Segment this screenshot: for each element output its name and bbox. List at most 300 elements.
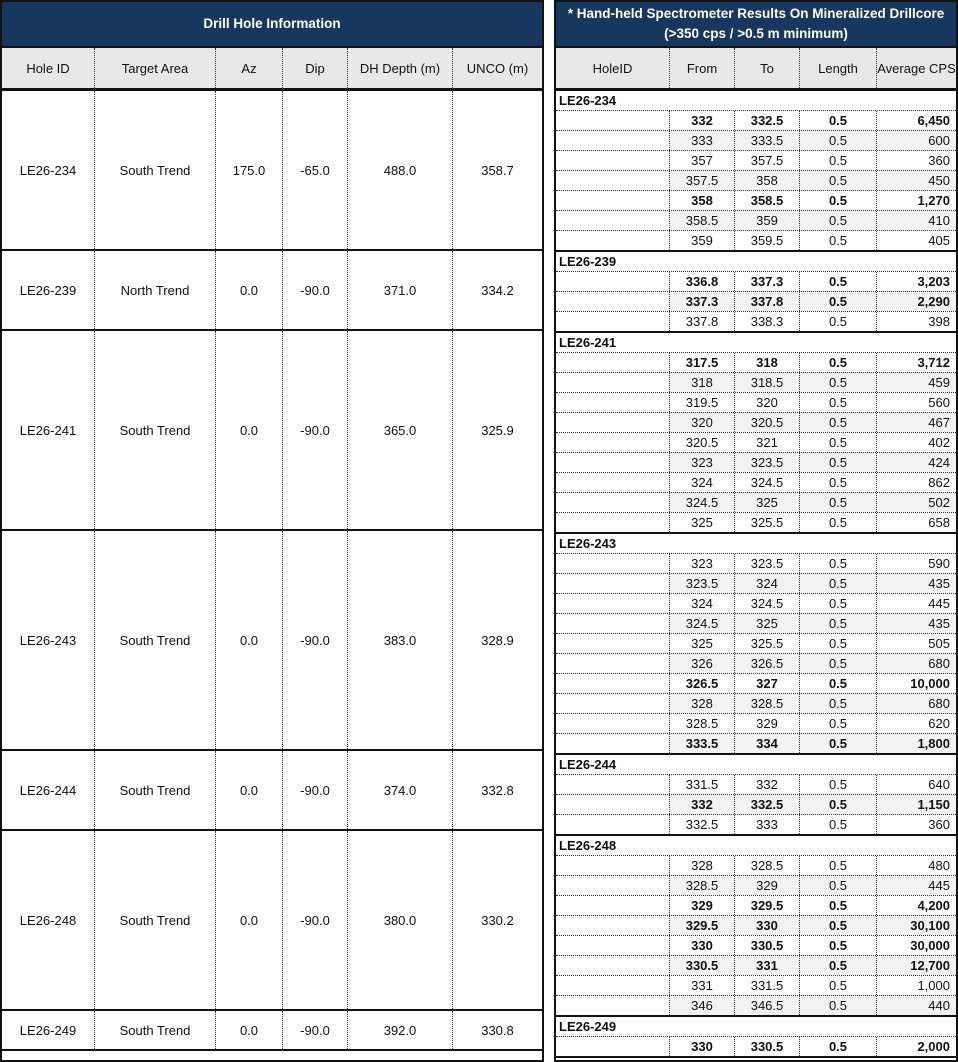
cell-to: 324 <box>735 574 800 593</box>
cell-average-cps: 6,450 <box>917 113 950 128</box>
cell-average-cps: 402 <box>928 435 950 450</box>
cell-to: 323.5 <box>735 554 800 573</box>
cell-to: 346.5 <box>735 996 800 1015</box>
cell-dh-depth: 365.0 <box>348 331 453 529</box>
cell-to: 321 <box>735 433 800 452</box>
table-row <box>556 292 956 312</box>
cell-average-cps: 862 <box>928 475 950 490</box>
cell-from: 329 <box>670 896 735 915</box>
cell-from: 332 <box>670 111 735 130</box>
cell-average-cps: 4,200 <box>917 898 950 913</box>
header-average-cps: Average CPS <box>877 60 956 76</box>
title-text: Drill Hole Information <box>203 16 341 31</box>
cell-length: 0.5 <box>800 815 877 834</box>
cell-to: 330 <box>735 916 800 935</box>
right-table-title <box>556 2 956 48</box>
cell-length: 0.5 <box>800 171 877 190</box>
cell-az: 175.0 <box>216 91 283 249</box>
cell-from: 337.3 <box>670 292 735 311</box>
cell-from: 337.8 <box>670 312 735 331</box>
cell-length: 0.5 <box>800 876 877 895</box>
cell-to: 331 <box>735 956 800 975</box>
header-target-area: Target Area <box>95 48 216 88</box>
group-hole-id: LE26-234 <box>556 91 956 111</box>
cell-holeid-empty <box>556 956 670 975</box>
table-row <box>556 856 956 876</box>
cell-length: 0.5 <box>800 936 877 955</box>
cell-length: 0.5 <box>800 453 877 472</box>
cell-length: 0.5 <box>800 795 877 814</box>
cell-target-area: South Trend <box>95 531 216 749</box>
cell-to: 337.8 <box>735 292 800 311</box>
cell-to: 329 <box>735 876 800 895</box>
cell-dip: -90.0 <box>283 531 348 749</box>
cell-az: 0.0 <box>216 1011 283 1049</box>
cell-average-cps: 480 <box>928 858 950 873</box>
table-row <box>556 795 956 815</box>
cell-average-cps: 10,000 <box>910 676 950 691</box>
cell-to: 318.5 <box>735 373 800 392</box>
cell-from: 323.5 <box>670 574 735 593</box>
cell-average-cps: 12,700 <box>877 956 956 975</box>
cell-from: 330 <box>670 1037 735 1056</box>
cell-from: 328.5 <box>670 714 735 733</box>
cell-average-cps: 560 <box>928 395 950 410</box>
cell-holeid-empty <box>556 614 670 633</box>
cell-average-cps: 505 <box>928 636 950 651</box>
cell-length: 0.5 <box>800 775 877 794</box>
cell-to: 331.5 <box>735 976 800 995</box>
cell-to: 359.5 <box>735 231 800 250</box>
cell-average-cps: 435 <box>877 574 956 593</box>
cell-hole-id: LE26-243 <box>2 531 95 749</box>
table-row <box>556 111 956 131</box>
cell-length: 0.5 <box>800 634 877 653</box>
cell-length: 0.5 <box>800 734 877 753</box>
cell-holeid-empty <box>556 996 670 1015</box>
cell-to: 327 <box>735 674 800 693</box>
cell-to: 333.5 <box>735 131 800 150</box>
cell-holeid-empty <box>556 976 670 995</box>
cell-average-cps: 2,000 <box>917 1039 950 1054</box>
cell-from: 326 <box>670 654 735 673</box>
cell-average-cps: 658 <box>928 515 950 530</box>
cell-holeid-empty <box>556 393 670 412</box>
cell-to: 320.5 <box>735 413 800 432</box>
cell-length: 0.5 <box>800 231 877 250</box>
cell-to: 332.5 <box>735 795 800 814</box>
table-row <box>556 151 956 171</box>
hole-group <box>556 1017 956 1058</box>
table-row <box>556 996 956 1015</box>
cell-length: 0.5 <box>800 191 877 210</box>
left-column-headers <box>2 48 542 91</box>
table-row <box>556 473 956 493</box>
cell-length: 0.5 <box>800 433 877 452</box>
cell-average-cps: 360 <box>928 153 950 168</box>
cell-from: 319.5 <box>670 393 735 412</box>
cell-az: 0.0 <box>216 251 283 329</box>
cell-holeid-empty <box>556 634 670 653</box>
cell-to: 359 <box>735 211 800 230</box>
cell-to: 358 <box>735 171 800 190</box>
header-length: Length <box>800 48 877 88</box>
cell-holeid-empty <box>556 574 670 593</box>
cell-to: 330.5 <box>735 1037 800 1056</box>
cell-length: 0.5 <box>800 594 877 613</box>
header-from: From <box>670 48 735 88</box>
cell-length: 0.5 <box>800 312 877 331</box>
cell-length: 0.5 <box>800 956 877 975</box>
hole-group <box>556 333 956 534</box>
header-az: Az <box>216 48 283 88</box>
cell-holeid-empty <box>556 815 670 834</box>
cell-from: 325 <box>670 513 735 532</box>
cell-unco: 330.8 <box>481 1022 514 1038</box>
hole-group <box>556 252 956 333</box>
cell-to: 325 <box>735 614 800 633</box>
cell-from: 330 <box>670 936 735 955</box>
cell-dip: -90.0 <box>283 1011 348 1049</box>
table-row <box>556 654 956 674</box>
cell-from: 331 <box>670 976 735 995</box>
table-row <box>556 674 956 694</box>
table-row <box>556 453 956 473</box>
cell-average-cps: 1,800 <box>877 734 956 753</box>
cell-hole-id: LE26-239 <box>2 251 95 329</box>
cell-average-cps: 502 <box>877 493 956 512</box>
cell-target-area: South Trend <box>95 831 216 1009</box>
cell-from: 358 <box>670 191 735 210</box>
right-table-body <box>556 91 956 1058</box>
group-hole-id: LE26-239 <box>556 252 956 272</box>
cell-average-cps: 640 <box>928 777 950 792</box>
cell-to: 325.5 <box>735 513 800 532</box>
cell-average-cps: 3,712 <box>917 355 950 370</box>
table-row <box>556 493 956 513</box>
cell-to: 324.5 <box>735 473 800 492</box>
cell-length: 0.5 <box>800 554 877 573</box>
cell-dh-depth: 488.0 <box>348 91 453 249</box>
table-row <box>556 634 956 654</box>
hole-group <box>556 534 956 755</box>
cell-holeid-empty <box>556 714 670 733</box>
cell-length: 0.5 <box>800 654 877 673</box>
cell-holeid-empty <box>556 453 670 472</box>
cell-from: 329.5 <box>670 916 735 935</box>
cell-holeid-empty <box>556 513 670 532</box>
table-row <box>556 231 956 250</box>
table-row <box>556 694 956 714</box>
cell-holeid-empty <box>556 775 670 794</box>
table-row <box>556 312 956 331</box>
table-row <box>556 775 956 795</box>
group-hole-id: LE26-249 <box>556 1017 956 1037</box>
cell-holeid-empty <box>556 191 670 210</box>
cell-from: 320.5 <box>670 433 735 452</box>
cell-to: 325 <box>735 493 800 512</box>
cell-hole-id: LE26-241 <box>2 331 95 529</box>
cell-length: 0.5 <box>800 513 877 532</box>
cell-from: 326.5 <box>670 674 735 693</box>
cell-dip: -90.0 <box>283 751 348 829</box>
cell-average-cps: 30,000 <box>910 938 950 953</box>
table-row <box>556 614 956 634</box>
cell-length: 0.5 <box>800 373 877 392</box>
cell-from: 346 <box>670 996 735 1015</box>
cell-from: 317.5 <box>670 353 735 372</box>
cell-to: 325.5 <box>735 634 800 653</box>
cell-holeid-empty <box>556 111 670 130</box>
cell-holeid-empty <box>556 1037 670 1056</box>
cell-length: 0.5 <box>800 614 877 633</box>
table-row <box>556 594 956 614</box>
left-table-title <box>2 2 542 48</box>
cell-to: 333 <box>735 815 800 834</box>
cell-holeid-empty <box>556 856 670 875</box>
cell-length: 0.5 <box>800 272 877 291</box>
cell-from: 357.5 <box>670 171 735 190</box>
table-row <box>556 1037 956 1056</box>
cell-holeid-empty <box>556 413 670 432</box>
cell-to: 332 <box>735 775 800 794</box>
group-hole-id: LE26-248 <box>556 836 956 856</box>
table-row <box>556 815 956 834</box>
cell-length: 0.5 <box>800 393 877 412</box>
table-row <box>556 896 956 916</box>
cell-to: 320 <box>735 393 800 412</box>
cell-length: 0.5 <box>800 856 877 875</box>
cell-length: 0.5 <box>800 493 877 512</box>
cell-length: 0.5 <box>800 896 877 915</box>
cell-from: 336.8 <box>670 272 735 291</box>
cell-to: 318 <box>735 353 800 372</box>
cell-length: 0.5 <box>800 694 877 713</box>
cell-unco: 325.9 <box>481 422 514 438</box>
cell-average-cps: 620 <box>928 716 950 731</box>
cell-length: 0.5 <box>800 996 877 1015</box>
table-row <box>2 91 542 251</box>
cell-to: 328.5 <box>735 856 800 875</box>
cell-unco: 330.2 <box>481 912 514 928</box>
cell-average-cps: 3,203 <box>917 274 950 289</box>
cell-holeid-empty <box>556 594 670 613</box>
table-row <box>556 956 956 976</box>
header-holeid: HoleID <box>556 48 670 88</box>
cell-to: 337.3 <box>735 272 800 291</box>
cell-average-cps: 398 <box>928 314 950 329</box>
hole-group <box>556 836 956 1017</box>
cell-from: 324.5 <box>670 614 735 633</box>
cell-from: 332.5 <box>670 815 735 834</box>
cell-target-area: South Trend <box>95 91 216 249</box>
cell-average-cps: 590 <box>928 556 950 571</box>
cell-holeid-empty <box>556 896 670 915</box>
cell-length: 0.5 <box>800 674 877 693</box>
cell-holeid-empty <box>556 734 670 753</box>
cell-length: 0.5 <box>800 413 877 432</box>
cell-holeid-empty <box>556 936 670 955</box>
cell-average-cps: 1,150 <box>877 795 956 814</box>
cell-length: 0.5 <box>800 473 877 492</box>
cell-holeid-empty <box>556 795 670 814</box>
cell-length: 0.5 <box>800 714 877 733</box>
cell-holeid-empty <box>556 916 670 935</box>
cell-dip: -90.0 <box>283 831 348 1009</box>
table-row <box>556 513 956 532</box>
cell-average-cps: 360 <box>928 817 950 832</box>
cell-length: 0.5 <box>800 353 877 372</box>
cell-holeid-empty <box>556 694 670 713</box>
header-to: To <box>735 48 800 88</box>
cell-to: 328.5 <box>735 694 800 713</box>
cell-dip: -90.0 <box>283 251 348 329</box>
cell-to: 357.5 <box>735 151 800 170</box>
cell-from: 328 <box>670 694 735 713</box>
cell-holeid-empty <box>556 292 670 311</box>
table-row <box>556 916 956 936</box>
cell-to: 332.5 <box>735 111 800 130</box>
table-row <box>556 171 956 191</box>
cell-to: 324.5 <box>735 594 800 613</box>
cell-target-area: South Trend <box>95 331 216 529</box>
cell-dh-depth: 371.0 <box>348 251 453 329</box>
cell-to: 329 <box>735 714 800 733</box>
cell-from: 359 <box>670 231 735 250</box>
cell-holeid-empty <box>556 231 670 250</box>
cell-hole-id: LE26-248 <box>2 831 95 1009</box>
table-row <box>556 976 956 996</box>
cell-from: 330.5 <box>670 956 735 975</box>
cell-length: 0.5 <box>800 1037 877 1056</box>
table-row <box>556 353 956 373</box>
cell-from: 333 <box>670 131 735 150</box>
cell-az: 0.0 <box>216 831 283 1009</box>
cell-hole-id: LE26-234 <box>2 91 95 249</box>
cell-holeid-empty <box>556 151 670 170</box>
cell-length: 0.5 <box>800 151 877 170</box>
cell-dip: -65.0 <box>283 91 348 249</box>
cell-dh-depth: 383.0 <box>348 531 453 749</box>
cell-to: 358.5 <box>735 191 800 210</box>
cell-average-cps: 1,270 <box>917 193 950 208</box>
table-row <box>556 211 956 231</box>
cell-from: 324 <box>670 594 735 613</box>
cell-az: 0.0 <box>216 751 283 829</box>
cell-length: 0.5 <box>800 916 877 935</box>
cell-from: 324 <box>670 473 735 492</box>
cell-length: 0.5 <box>800 111 877 130</box>
cell-holeid-empty <box>556 272 670 291</box>
cell-target-area: South Trend <box>95 1011 216 1049</box>
cell-average-cps: 445 <box>877 876 956 895</box>
cell-hole-id: LE26-249 <box>2 1011 95 1049</box>
cell-length: 0.5 <box>800 131 877 150</box>
cell-to: 329.5 <box>735 896 800 915</box>
cell-average-cps: 680 <box>877 654 956 673</box>
cell-average-cps: 1,000 <box>917 978 950 993</box>
cell-from: 358.5 <box>670 211 735 230</box>
table-row <box>556 413 956 433</box>
cell-to: 326.5 <box>735 654 800 673</box>
cell-to: 330.5 <box>735 936 800 955</box>
cell-average-cps: 30,100 <box>877 916 956 935</box>
cell-from: 323 <box>670 453 735 472</box>
title-line-2: (>350 cps / >0.5 m minimum) <box>664 26 848 41</box>
cell-average-cps: 459 <box>877 373 956 392</box>
cell-holeid-empty <box>556 493 670 512</box>
cell-average-cps: 410 <box>877 211 956 230</box>
cell-average-cps: 440 <box>877 996 956 1015</box>
table-row <box>556 714 956 734</box>
group-hole-id: LE26-243 <box>556 534 956 554</box>
table-row <box>2 331 542 531</box>
cell-holeid-empty <box>556 876 670 895</box>
title-line-1: * Hand-held Spectrometer Results On Mineralized Drillcore <box>567 6 945 21</box>
cell-average-cps: 435 <box>877 614 956 633</box>
table-row <box>556 433 956 453</box>
cell-holeid-empty <box>556 654 670 673</box>
table-row <box>556 393 956 413</box>
cell-holeid-empty <box>556 211 670 230</box>
table-row <box>556 191 956 211</box>
header-dh-depth: DH Depth (m) <box>348 48 453 88</box>
table-row <box>556 734 956 753</box>
right-column-headers <box>556 48 956 91</box>
cell-from: 333.5 <box>670 734 735 753</box>
table-row <box>2 751 542 831</box>
cell-unco: 334.2 <box>481 282 514 298</box>
header-hole-id: Hole ID <box>2 48 95 88</box>
spectrometer-results-table <box>554 0 958 1062</box>
cell-length: 0.5 <box>800 292 877 311</box>
group-hole-id: LE26-241 <box>556 333 956 353</box>
hole-group <box>556 91 956 252</box>
cell-from: 328 <box>670 856 735 875</box>
cell-az: 0.0 <box>216 331 283 529</box>
cell-to: 334 <box>735 734 800 753</box>
group-hole-id: LE26-244 <box>556 755 956 775</box>
header-unco: UNCO (m) <box>466 60 529 76</box>
cell-average-cps: 445 <box>928 596 950 611</box>
cell-length: 0.5 <box>800 574 877 593</box>
cell-dh-depth: 374.0 <box>348 751 453 829</box>
cell-dip: -90.0 <box>283 331 348 529</box>
cell-average-cps: 450 <box>877 171 956 190</box>
cell-from: 325 <box>670 634 735 653</box>
table-row <box>556 272 956 292</box>
cell-holeid-empty <box>556 131 670 150</box>
cell-average-cps: 600 <box>877 131 956 150</box>
cell-holeid-empty <box>556 353 670 372</box>
table-row <box>556 876 956 896</box>
left-table-body <box>2 91 542 1051</box>
cell-dh-depth: 392.0 <box>348 1011 453 1049</box>
table-row <box>556 554 956 574</box>
cell-holeid-empty <box>556 312 670 331</box>
cell-target-area: South Trend <box>95 751 216 829</box>
cell-from: 320 <box>670 413 735 432</box>
cell-dh-depth: 380.0 <box>348 831 453 1009</box>
cell-from: 332 <box>670 795 735 814</box>
cell-average-cps: 467 <box>877 413 956 432</box>
cell-average-cps: 2,290 <box>877 292 956 311</box>
cell-length: 0.5 <box>800 211 877 230</box>
cell-unco: 332.8 <box>481 782 514 798</box>
cell-holeid-empty <box>556 373 670 392</box>
cell-from: 357 <box>670 151 735 170</box>
cell-from: 328.5 <box>670 876 735 895</box>
